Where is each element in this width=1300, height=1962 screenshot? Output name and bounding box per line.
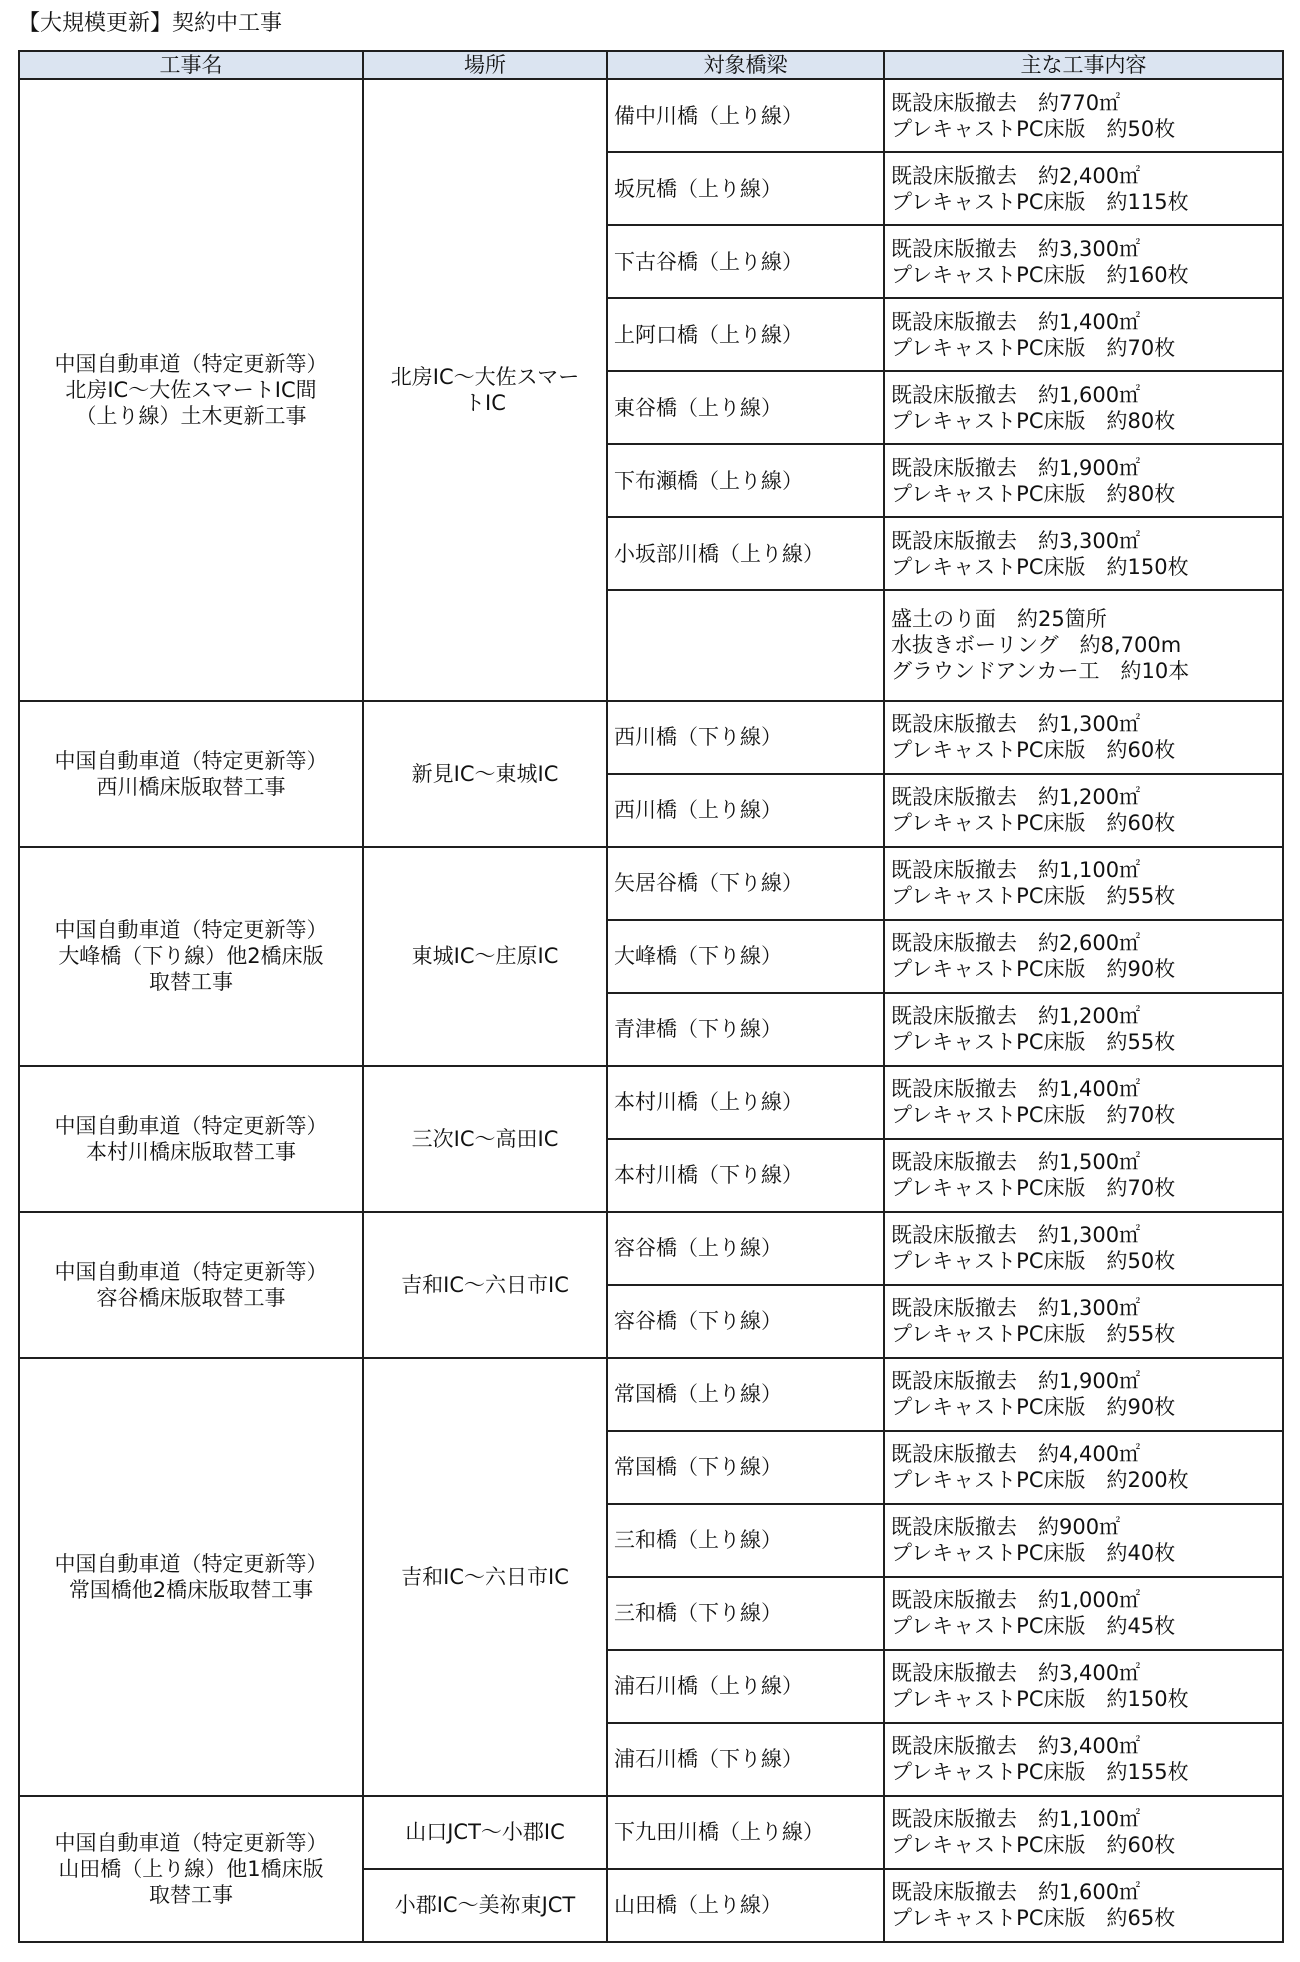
bridge-cell: 三和橋（下り線） [607, 1577, 884, 1650]
bridge-cell: 浦石川橋（下り線） [607, 1723, 884, 1796]
table-row [19, 701, 1283, 774]
bridge-cell: 下古谷橋（上り線） [607, 225, 884, 298]
bridge-cell: 西川橋（上り線） [607, 774, 884, 847]
work-name-cell: 中国自動車道（特定更新等） 容谷橋床版取替工事 [19, 1212, 363, 1358]
table-row [19, 1796, 1283, 1869]
document-title: 【大規模更新】契約中工事 [18, 11, 283, 36]
bridge-cell: 容谷橋（下り線） [607, 1285, 884, 1358]
bridge-cell: 小坂部川橋（上り線） [607, 517, 884, 590]
bridge-cell: 備中川橋（上り線） [607, 79, 884, 152]
work-content-cell: 既設床版撤去 約1,900㎡ プレキャストPC床版 約90枚 [884, 1358, 1283, 1431]
work-content-cell: 既設床版撤去 約1,100㎡ プレキャストPC床版 約60枚 [884, 1796, 1283, 1869]
header-row [19, 51, 1283, 79]
work-content-cell: 既設床版撤去 約2,600㎡ プレキャストPC床版 約90枚 [884, 920, 1283, 993]
work-content-cell: 既設床版撤去 約1,500㎡ プレキャストPC床版 約70枚 [884, 1139, 1283, 1212]
work-content-cell: 既設床版撤去 約1,600㎡ プレキャストPC床版 約80枚 [884, 371, 1283, 444]
work-content-cell: 既設床版撤去 約1,400㎡ プレキャストPC床版 約70枚 [884, 1066, 1283, 1139]
work-content-cell: 既設床版撤去 約3,400㎡ プレキャストPC床版 約150枚 [884, 1650, 1283, 1723]
bridge-cell: 西川橋（下り線） [607, 701, 884, 774]
location-cell: 山口JCT～小郡IC [363, 1796, 607, 1869]
work-content-cell: 既設床版撤去 約1,600㎡ プレキャストPC床版 約65枚 [884, 1869, 1283, 1942]
work-content-cell: 既設床版撤去 約1,000㎡ プレキャストPC床版 約45枚 [884, 1577, 1283, 1650]
bridge-cell: 坂尻橋（上り線） [607, 152, 884, 225]
bridge-cell: 本村川橋（上り線） [607, 1066, 884, 1139]
work-content-cell: 既設床版撤去 約770㎡ プレキャストPC床版 約50枚 [884, 79, 1283, 152]
location-cell: 新見IC～東城IC [363, 701, 607, 847]
work-content-cell: 盛土のり面 約25箇所 水抜きボーリング 約8,700m グラウンドアンカー工 約10本 [884, 590, 1283, 701]
works-table [18, 50, 1284, 1943]
location-cell: 吉和IC～六日市IC [363, 1212, 607, 1358]
location-cell: 東城IC～庄原IC [363, 847, 607, 1066]
table-row [19, 847, 1283, 920]
table-row [19, 1212, 1283, 1285]
bridge-cell: 山田橋（上り線） [607, 1869, 884, 1942]
bridge-cell: 大峰橋（下り線） [607, 920, 884, 993]
work-content-cell: 既設床版撤去 約900㎡ プレキャストPC床版 約40枚 [884, 1504, 1283, 1577]
table-row [19, 1066, 1283, 1139]
header-work-name: 工事名 [19, 51, 363, 79]
work-name-cell: 中国自動車道（特定更新等） 常国橋他2橋床版取替工事 [19, 1358, 363, 1796]
bridge-cell: 東谷橋（上り線） [607, 371, 884, 444]
work-content-cell: 既設床版撤去 約1,900㎡ プレキャストPC床版 約80枚 [884, 444, 1283, 517]
work-content-cell: 既設床版撤去 約1,300㎡ プレキャストPC床版 約60枚 [884, 701, 1283, 774]
work-content-cell: 既設床版撤去 約4,400㎡ プレキャストPC床版 約200枚 [884, 1431, 1283, 1504]
work-content-cell: 既設床版撤去 約1,300㎡ プレキャストPC床版 約50枚 [884, 1212, 1283, 1285]
table-row [19, 79, 1283, 152]
work-name-cell: 中国自動車道（特定更新等） 西川橋床版取替工事 [19, 701, 363, 847]
location-cell: 三次IC～高田IC [363, 1066, 607, 1212]
work-content-cell: 既設床版撤去 約3,300㎡ プレキャストPC床版 約150枚 [884, 517, 1283, 590]
work-content-cell: 既設床版撤去 約3,300㎡ プレキャストPC床版 約160枚 [884, 225, 1283, 298]
work-name-cell: 中国自動車道（特定更新等） 大峰橋（下り線）他2橋床版 取替工事 [19, 847, 363, 1066]
location-cell: 吉和IC～六日市IC [363, 1358, 607, 1796]
bridge-cell: 青津橋（下り線） [607, 993, 884, 1066]
bridge-cell: 三和橋（上り線） [607, 1504, 884, 1577]
bridge-cell: 常国橋（上り線） [607, 1358, 884, 1431]
bridge-cell: 下布瀬橋（上り線） [607, 444, 884, 517]
bridge-cell [607, 590, 884, 701]
work-name-cell: 中国自動車道（特定更新等） 本村川橋床版取替工事 [19, 1066, 363, 1212]
work-content-cell: 既設床版撤去 約1,400㎡ プレキャストPC床版 約70枚 [884, 298, 1283, 371]
table-row [19, 1358, 1283, 1431]
table-body [19, 79, 1283, 1942]
work-content-cell: 既設床版撤去 約1,200㎡ プレキャストPC床版 約60枚 [884, 774, 1283, 847]
work-content-cell: 既設床版撤去 約1,100㎡ プレキャストPC床版 約55枚 [884, 847, 1283, 920]
location-cell: 小郡IC～美祢東JCT [363, 1869, 607, 1942]
work-content-cell: 既設床版撤去 約2,400㎡ プレキャストPC床版 約115枚 [884, 152, 1283, 225]
work-name-cell: 中国自動車道（特定更新等） 北房IC～大佐スマートIC間 （上り線）土木更新工事 [19, 79, 363, 701]
bridge-cell: 上阿口橋（上り線） [607, 298, 884, 371]
bridge-cell: 容谷橋（上り線） [607, 1212, 884, 1285]
location-cell: 北房IC～大佐スマー トIC [363, 79, 607, 701]
header-main-work: 主な工事内容 [884, 51, 1283, 79]
header-target-bridge: 対象橋梁 [607, 51, 884, 79]
bridge-cell: 浦石川橋（上り線） [607, 1650, 884, 1723]
bridge-cell: 本村川橋（下り線） [607, 1139, 884, 1212]
bridge-cell: 矢居谷橋（下り線） [607, 847, 884, 920]
work-content-cell: 既設床版撤去 約1,200㎡ プレキャストPC床版 約55枚 [884, 993, 1283, 1066]
bridge-cell: 常国橋（下り線） [607, 1431, 884, 1504]
work-name-cell: 中国自動車道（特定更新等） 山田橋（上り線）他1橋床版 取替工事 [19, 1796, 363, 1942]
work-content-cell: 既設床版撤去 約1,300㎡ プレキャストPC床版 約55枚 [884, 1285, 1283, 1358]
header-location: 場所 [363, 51, 607, 79]
bridge-cell: 下九田川橋（上り線） [607, 1796, 884, 1869]
work-content-cell: 既設床版撤去 約3,400㎡ プレキャストPC床版 約155枚 [884, 1723, 1283, 1796]
